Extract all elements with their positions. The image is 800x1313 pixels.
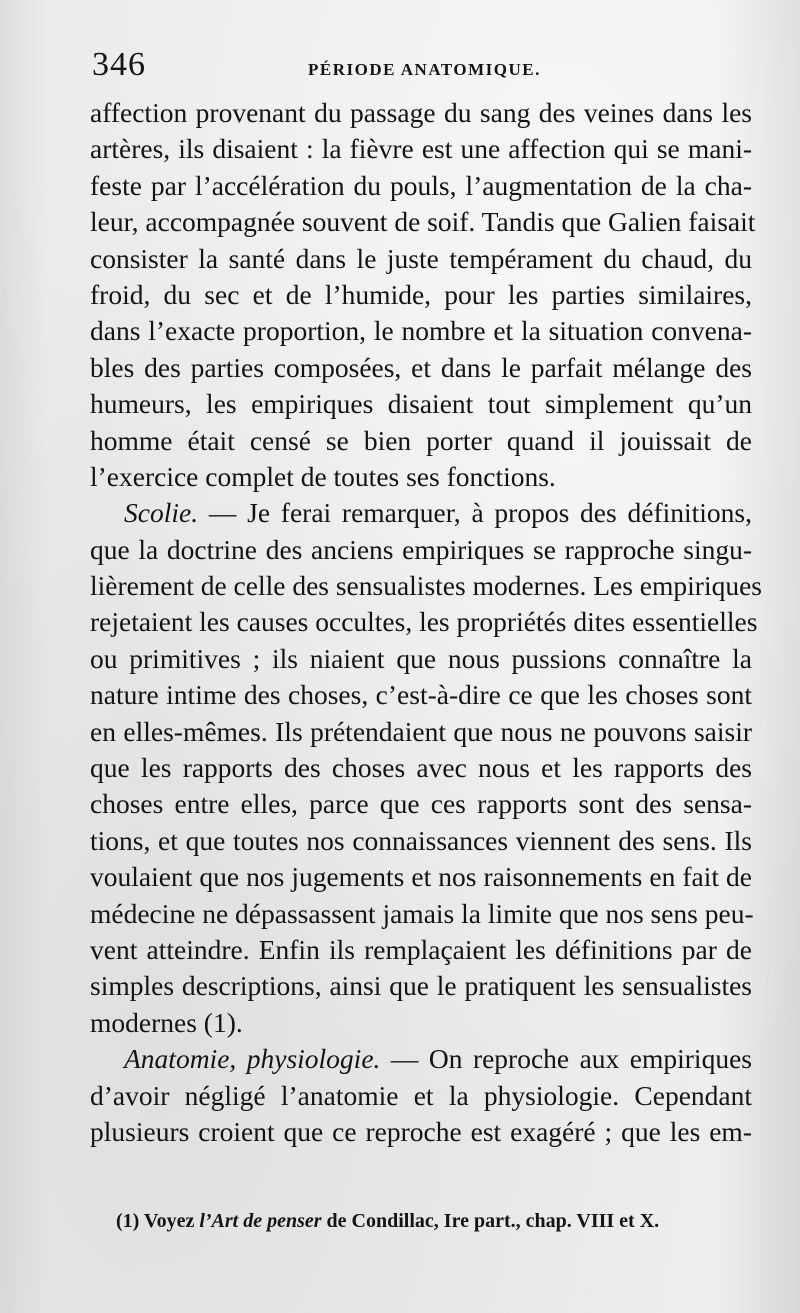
text-line: bles des parties composées, et dans le parfait mélange des	[90, 351, 752, 383]
footnote	[116, 1210, 736, 1233]
text-line: dans l’exacte proportion, le nombre et la situation convena-	[90, 315, 752, 347]
text-line: que la doctrine des anciens empiriques se rapproche singu-	[90, 533, 752, 565]
text-line: choses entre elles, parce que ces rapports sont des sensa-	[90, 788, 752, 820]
text-line: leur, accompagnée souvent de soif. Tandis que Galien faisait	[90, 206, 756, 238]
text-line: tions, et que toutes nos connaissances viennent des sens. Ils	[90, 824, 752, 856]
text-line: en elles-mêmes. Ils prétendaient que nous ne pouvons saisir	[90, 715, 752, 747]
text-line: affection provenant du passage du sang des veines dans les	[90, 97, 752, 128]
scolie-heading: Scolie.	[124, 497, 199, 529]
text-line: lièrement de celle des sensualistes modernes. Les empiriques	[90, 570, 763, 602]
running-head	[92, 46, 752, 86]
text-line: artères, ils disaient : la fièvre est une affection qui se mani-	[90, 133, 752, 165]
text-line: humeurs, les empiriques disaient tout simplement qu’un	[90, 388, 752, 420]
text-line: modernes (1).	[90, 1006, 243, 1038]
scolie-first-line	[90, 495, 752, 531]
text-line: ou primitives ; ils niaient que nous pussions connaître la	[90, 642, 752, 674]
anatomie-first-rest: — On reproche aux empiriques	[380, 1043, 752, 1075]
text-line: nature intime des choses, c’est-à-dire ce que les choses sont	[90, 679, 752, 711]
running-title: PÉRIODE ANATOMIQUE.	[308, 60, 541, 79]
text-line: que les rapports des choses avec nous et les rapports des	[90, 752, 752, 784]
text-line: rejetaient les causes occultes, les propriétés dites essentielles	[90, 606, 758, 638]
text-line: froid, du sec et de l’humide, pour les parties similaires,	[90, 278, 752, 310]
text-line: plusieurs croient que ce reproche est exagéré ; que les em-	[90, 1115, 752, 1147]
text-line: voulaient que nos jugements et nos raisonnements en fait de	[90, 861, 752, 893]
anatomie-first-line	[90, 1041, 752, 1077]
text-line: d’avoir négligé l’anatomie et la physiologie. Cependant	[90, 1079, 752, 1111]
page-number: 346	[92, 46, 146, 83]
text-line: l’exercice complet de toutes ses fonctions.	[90, 460, 556, 492]
text-line: homme était censé se bien porter quand il jouissait de	[90, 424, 752, 456]
text-line: simples descriptions, ainsi que le pratiquent les sensualistes	[90, 970, 752, 1002]
footnote-suffix: de Condillac, Ire part., chap. VIII et X.	[321, 1210, 660, 1232]
text-line: feste par l’accélération du pouls, l’augmentation de la cha-	[90, 169, 752, 201]
anatomie-heading: Anatomie, physiologie.	[124, 1043, 381, 1075]
text-line: vent atteindre. Enfin ils remplaçaient les définitions par de	[90, 933, 752, 965]
footnote-prefix: (1) Voyez	[116, 1210, 200, 1232]
text-line: médecine ne dépassassent jamais la limite que nos sens peu-	[90, 897, 754, 929]
text-line: consister la santé dans le juste tempérament du chaud, du	[90, 242, 752, 274]
body-text	[90, 95, 763, 1150]
footnote-book-title: l’Art de penser	[199, 1210, 322, 1232]
scolie-first-rest: — Je ferai remarquer, à propos des définitions,	[198, 497, 752, 529]
